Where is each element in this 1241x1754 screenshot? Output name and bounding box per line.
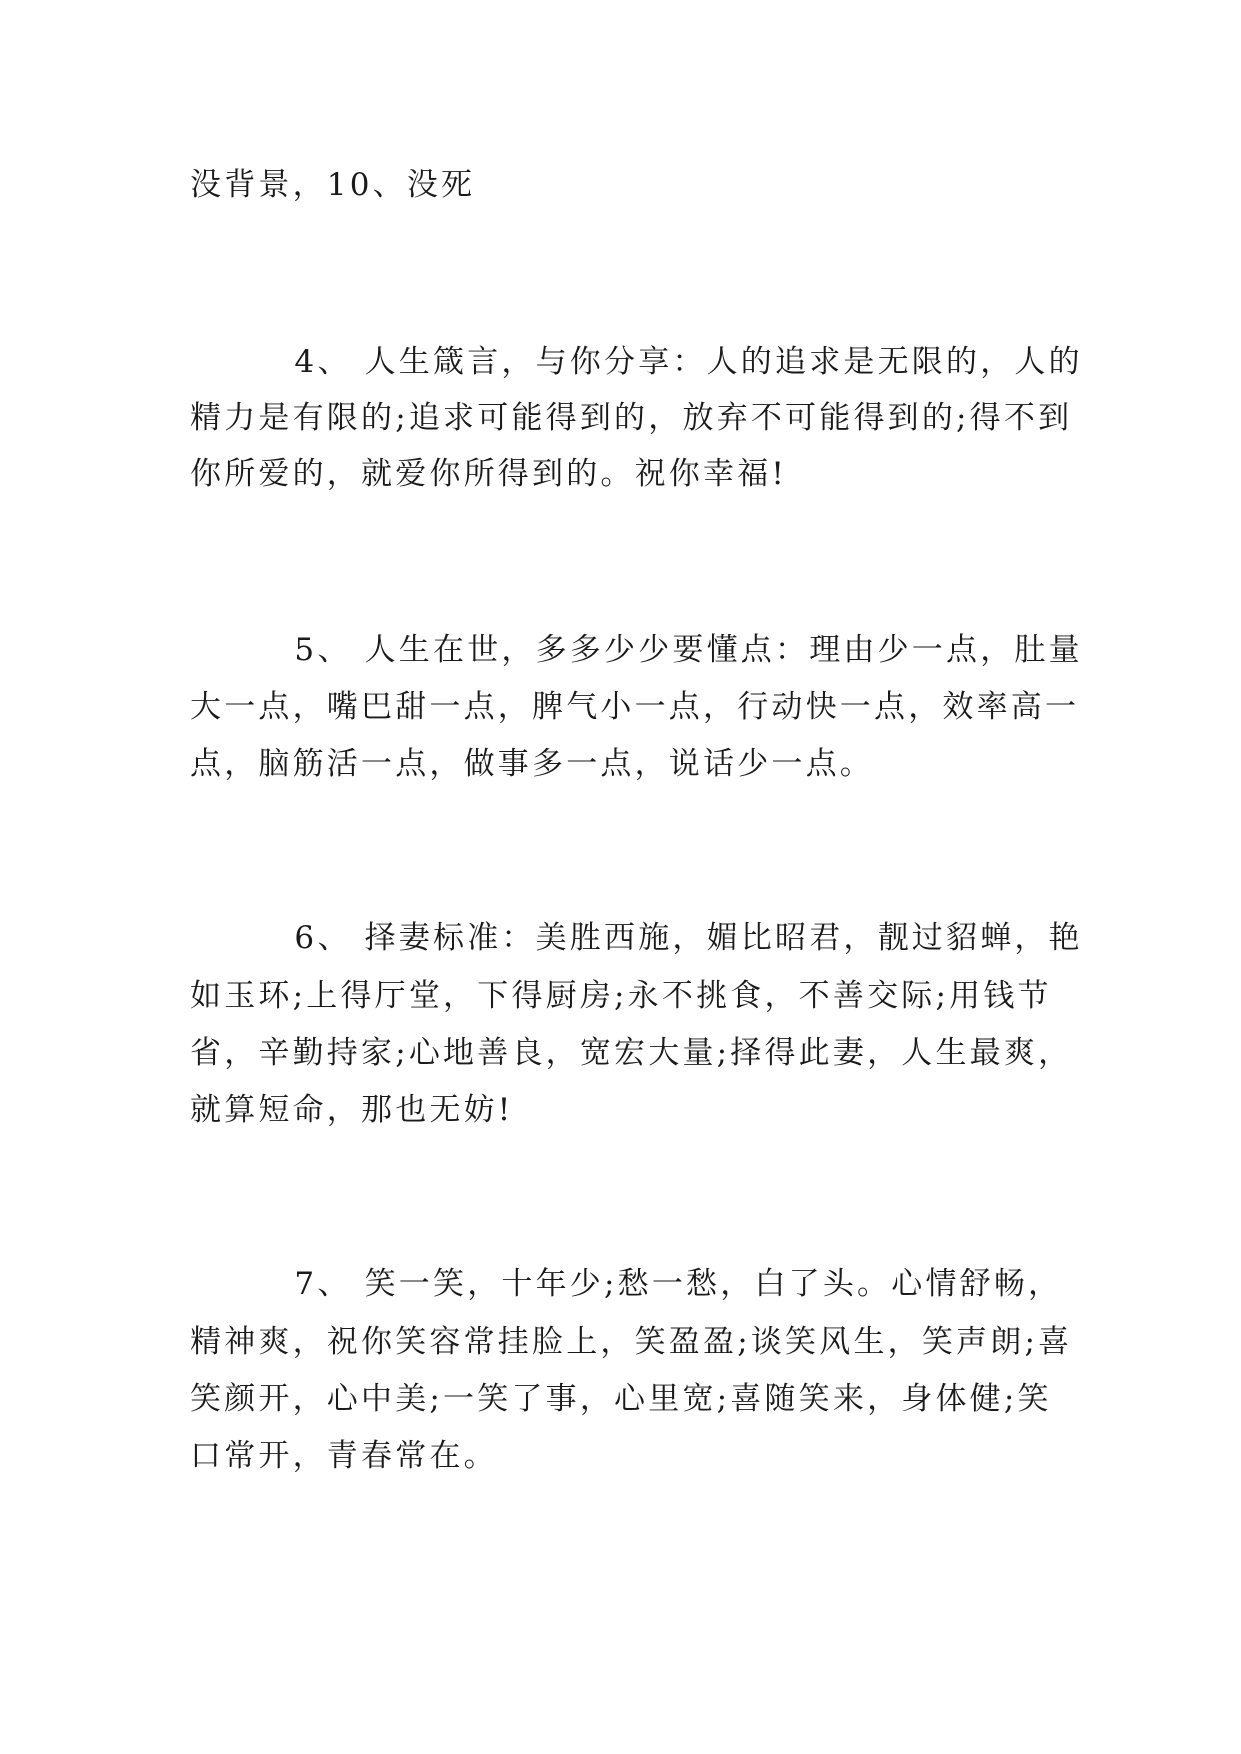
text-line: 笑颜开，心中美;一笑了事，心里宽;喜随笑来，身体健;笑: [190, 1381, 1052, 1417]
text-line: 口常开，青春常在。: [190, 1438, 498, 1474]
text-line: 4、 人生箴言，与你分享：人的追求是无限的，人的: [190, 344, 1083, 380]
text-line: 大一点，嘴巴甜一点，脾气小一点，行动快一点，效率高一: [190, 689, 1080, 725]
text-line: 6、 择妻标准：美胜西施，媚比昭君，靓过貂蝉，艳: [190, 920, 1083, 956]
text-line: 7、 笑一笑，十年少;愁一愁，白了头。心情舒畅，: [190, 1266, 1063, 1302]
text-line: 就算短命，那也无妨!: [190, 1092, 514, 1128]
text-line: 省，辛勤持家;心地善良，宽宏大量;择得此妻，人生最爽，: [190, 1035, 1073, 1071]
text-line: 没背景，10、没死: [190, 167, 476, 203]
text-line: 5、 人生在世，多多少少要懂点：理由少一点，肚量: [190, 632, 1083, 668]
text-line: 精神爽，祝你笑容常挂脸上，笑盈盈;谈笑风生，笑声朗;喜: [190, 1324, 1073, 1360]
text-line: 点，脑筋活一点，做事多一点，说话少一点。: [190, 746, 874, 782]
text-line: 精力是有限的;追求可能得到的，放弃不可能得到的;得不到: [190, 400, 1073, 436]
text-line: 如玉环;上得厅堂，下得厨房;永不挑食，不善交际;用钱节: [190, 978, 1052, 1014]
text-line: 你所爱的，就爱你所得到的。祝你幸福!: [190, 456, 788, 492]
